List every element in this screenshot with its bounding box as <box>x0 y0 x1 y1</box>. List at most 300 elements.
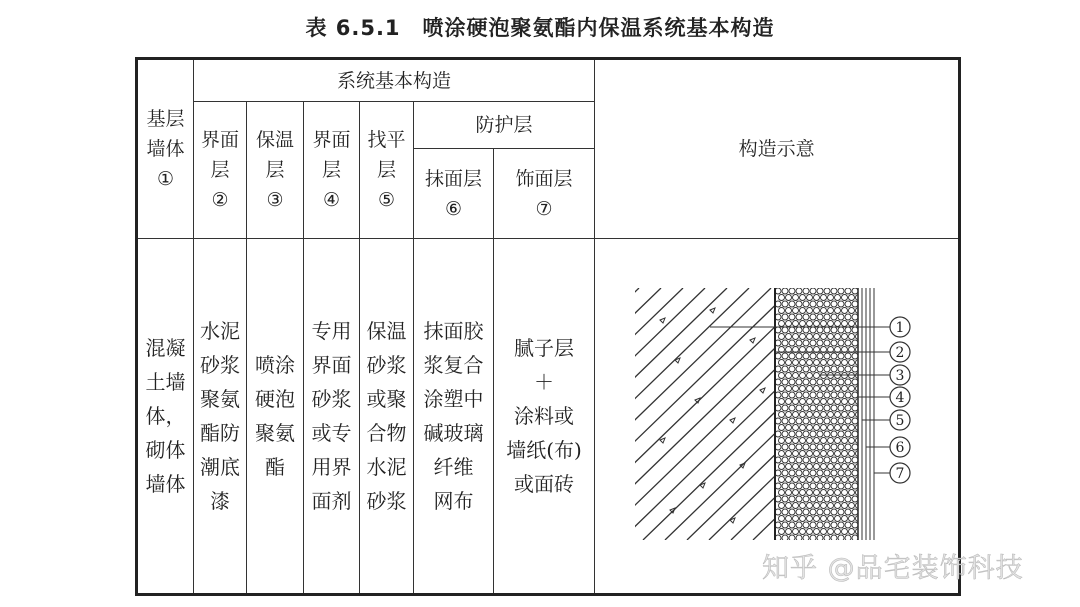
foam-cell <box>835 334 841 340</box>
foam-cell <box>817 301 823 307</box>
foam-cell <box>821 321 827 327</box>
cell-layer-2: 水泥 砂浆 聚氨 酯防 潮底 漆 <box>194 239 247 595</box>
callout-label: 7 <box>895 466 905 482</box>
foam-cell <box>845 405 851 411</box>
foam-cell <box>814 334 820 340</box>
foam-cell <box>793 503 799 509</box>
foam-cell <box>817 353 823 359</box>
foam-cell <box>845 327 851 333</box>
foam-cell <box>852 340 858 346</box>
foam-cell <box>852 314 858 320</box>
foam-cell <box>838 496 844 502</box>
foam-cell <box>803 366 809 372</box>
hatch-line <box>600 288 837 540</box>
foam-cell <box>796 366 802 372</box>
foam-cell <box>817 483 823 489</box>
foam-cell <box>786 490 792 496</box>
foam-cell <box>845 483 851 489</box>
foam-cell <box>845 366 851 372</box>
foam-cell <box>786 295 792 301</box>
aggregate-mark <box>695 398 700 403</box>
foam-cell <box>824 340 830 346</box>
foam-cell <box>817 522 823 528</box>
aggregate-mark <box>760 388 765 393</box>
foam-cell <box>803 483 809 489</box>
foam-cell <box>821 477 827 483</box>
foam-cell <box>810 470 816 476</box>
foam-cell <box>796 535 802 541</box>
callout-label: 3 <box>895 368 905 384</box>
foam-cell <box>835 438 841 444</box>
callout-label: 1 <box>895 320 905 336</box>
foam-cell <box>814 464 820 470</box>
foam-cell <box>817 496 823 502</box>
foam-cell <box>852 470 858 476</box>
foam-cell <box>852 496 858 502</box>
foam-cell <box>807 477 813 483</box>
foam-cell <box>831 379 837 385</box>
hatch-line <box>600 288 617 540</box>
foam-cell <box>838 535 844 541</box>
foam-cell <box>852 535 858 541</box>
foam-cell <box>810 314 816 320</box>
foam-cell <box>852 522 858 528</box>
foam-cell <box>807 373 813 379</box>
foam-cell <box>835 477 841 483</box>
foam-cell <box>786 308 792 314</box>
foam-cell <box>796 288 802 294</box>
foam-cell <box>814 425 820 431</box>
foam-cell <box>828 308 834 314</box>
foam-cell <box>814 412 820 418</box>
foam-cell <box>793 308 799 314</box>
foam-cell <box>786 425 792 431</box>
foam-cell <box>824 379 830 385</box>
foam-cell <box>828 321 834 327</box>
foam-cell <box>828 412 834 418</box>
foam-cell <box>814 321 820 327</box>
foam-cell <box>789 444 795 450</box>
foam-cell <box>821 425 827 431</box>
foam-cell <box>779 529 785 535</box>
foam-cell <box>835 399 841 405</box>
foam-cell <box>807 308 813 314</box>
foam-cell <box>793 464 799 470</box>
foam-cell <box>782 379 788 385</box>
foam-cell <box>810 509 816 515</box>
foam-cell <box>786 321 792 327</box>
foam-cell <box>782 444 788 450</box>
foam-cell <box>852 418 858 424</box>
foam-cell <box>842 295 848 301</box>
foam-cell <box>845 353 851 359</box>
foam-cell <box>821 295 827 301</box>
hatch-line <box>600 288 661 540</box>
foam-cell <box>814 360 820 366</box>
foam-cell <box>817 340 823 346</box>
foam-cell <box>810 535 816 541</box>
hatch-line <box>643 288 903 540</box>
foam-cell <box>807 334 813 340</box>
foam-cell <box>845 340 851 346</box>
foam-cell <box>814 477 820 483</box>
foam-cell <box>824 457 830 463</box>
aggregate-mark <box>710 308 715 313</box>
foam-cell <box>835 464 841 470</box>
foam-cell <box>786 399 792 405</box>
foam-cell <box>789 470 795 476</box>
foam-cell <box>852 431 858 437</box>
foam-cell <box>824 496 830 502</box>
foam-cell <box>838 444 844 450</box>
foam-cell <box>779 412 785 418</box>
foam-cell <box>793 438 799 444</box>
foam-cell <box>786 451 792 457</box>
foam-cell <box>852 483 858 489</box>
foam-cell <box>824 509 830 515</box>
foam-cell <box>810 301 816 307</box>
foam-cell <box>849 464 855 470</box>
foam-cell <box>838 405 844 411</box>
foam-cell <box>803 353 809 359</box>
foam-cell <box>786 412 792 418</box>
foam-cell <box>817 535 823 541</box>
foam-cell <box>800 360 806 366</box>
foam-cell <box>828 399 834 405</box>
foam-cell <box>824 314 830 320</box>
foam-cell <box>838 353 844 359</box>
foam-cell <box>831 288 837 294</box>
foam-cell <box>793 529 799 535</box>
foam-cell <box>807 295 813 301</box>
foam-cell <box>786 373 792 379</box>
foam-cell <box>810 379 816 385</box>
foam-cell <box>807 360 813 366</box>
foam-cell <box>789 496 795 502</box>
cell-layer-5: 保温 砂浆 或聚 合物 水泥 砂浆 <box>360 239 414 595</box>
foam-cell <box>796 496 802 502</box>
foam-cell <box>800 386 806 392</box>
foam-cell <box>817 457 823 463</box>
foam-cell <box>810 496 816 502</box>
foam-cell <box>789 535 795 541</box>
cell-layer-4: 专用 界面 砂浆 或专 用界 面剂 <box>304 239 360 595</box>
foam-cell <box>789 418 795 424</box>
header-layer-4: 界面 层 ④ <box>304 102 360 239</box>
foam-cell <box>807 516 813 522</box>
foam-cell <box>789 392 795 398</box>
concrete-hatch <box>600 288 930 540</box>
foam-cell <box>789 379 795 385</box>
foam-cell <box>779 321 785 327</box>
foam-cell <box>828 477 834 483</box>
foam-cell <box>821 308 827 314</box>
foam-cell <box>845 418 851 424</box>
foam-cell <box>845 509 851 515</box>
cell-base-wall: 混凝 土墙 体， 砌体 墙体 <box>137 239 194 595</box>
header-layer-7: 饰面层 ⑦ <box>494 149 595 239</box>
foam-cell <box>810 431 816 437</box>
header-protection-layer: 防护层 <box>414 102 595 149</box>
foam-cell <box>796 340 802 346</box>
foam-cell <box>814 399 820 405</box>
foam-cell <box>789 405 795 411</box>
foam-cell <box>800 373 806 379</box>
foam-cell <box>849 438 855 444</box>
foam-cell <box>800 321 806 327</box>
foam-cell <box>835 360 841 366</box>
foam-cell <box>831 327 837 333</box>
foam-cell <box>821 334 827 340</box>
construction-diagram <box>600 270 930 560</box>
header-base-wall: 基层 墙体 ① <box>137 59 194 239</box>
foam-cell <box>828 295 834 301</box>
foam-cell <box>807 321 813 327</box>
foam-cell <box>842 321 848 327</box>
foam-cell <box>779 386 785 392</box>
foam-cell <box>831 522 837 528</box>
foam-cell <box>842 360 848 366</box>
callout-label: 5 <box>895 413 905 429</box>
foam-cell <box>779 516 785 522</box>
foam-cell <box>842 334 848 340</box>
aggregate-mark <box>660 438 665 443</box>
foam-cell <box>796 418 802 424</box>
foam-cell <box>821 438 827 444</box>
hatch-line <box>600 288 705 540</box>
foam-cell <box>786 477 792 483</box>
foam-cell <box>842 529 848 535</box>
foam-cell <box>800 503 806 509</box>
foam-cell <box>807 425 813 431</box>
aggregate-mark <box>750 338 755 343</box>
foam-cell <box>838 379 844 385</box>
foam-cell <box>800 464 806 470</box>
foam-cell <box>814 451 820 457</box>
foam-cell <box>849 412 855 418</box>
foam-cell <box>796 522 802 528</box>
foam-cell <box>828 360 834 366</box>
foam-cell <box>786 516 792 522</box>
foam-cell <box>800 529 806 535</box>
header-diagram: 构造示意 <box>595 59 960 239</box>
foam-cell <box>845 288 851 294</box>
foam-cell <box>796 470 802 476</box>
foam-cell <box>824 405 830 411</box>
foam-cell <box>838 314 844 320</box>
foam-cell <box>838 327 844 333</box>
foam-cell <box>793 490 799 496</box>
foam-cell <box>779 477 785 483</box>
foam-cell <box>814 516 820 522</box>
foam-cell <box>838 470 844 476</box>
foam-cell <box>842 516 848 522</box>
foam-cell <box>838 509 844 515</box>
foam-cell <box>824 431 830 437</box>
foam-cell <box>782 535 788 541</box>
foam-cell <box>835 308 841 314</box>
foam-cell <box>849 477 855 483</box>
foam-cell <box>824 535 830 541</box>
foam-cell <box>803 301 809 307</box>
foam-cell <box>782 314 788 320</box>
foam-cell <box>835 295 841 301</box>
foam-cell <box>803 340 809 346</box>
foam-cell <box>779 295 785 301</box>
foam-cell <box>828 425 834 431</box>
foam-cell <box>803 418 809 424</box>
foam-cell <box>817 366 823 372</box>
foam-cell <box>845 535 851 541</box>
foam-cell <box>838 431 844 437</box>
foam-cell <box>845 314 851 320</box>
foam-cell <box>842 425 848 431</box>
foam-cell <box>789 457 795 463</box>
foam-cell <box>796 509 802 515</box>
foam-cell <box>849 308 855 314</box>
foam-cell <box>835 529 841 535</box>
foam-cell <box>779 373 785 379</box>
foam-cell <box>779 425 785 431</box>
foam-cell <box>810 288 816 294</box>
foam-cell <box>796 301 802 307</box>
foam-cell <box>810 483 816 489</box>
foam-cell <box>817 470 823 476</box>
foam-cell <box>838 301 844 307</box>
foam-cell <box>849 529 855 535</box>
foam-cell <box>782 431 788 437</box>
foam-cell <box>838 457 844 463</box>
foam-cell <box>807 464 813 470</box>
foam-cell <box>824 470 830 476</box>
foam-cell <box>796 405 802 411</box>
foam-cell <box>800 334 806 340</box>
foam-cell <box>793 425 799 431</box>
foam-cell <box>782 457 788 463</box>
foam-cell <box>852 366 858 372</box>
foam-cell <box>824 522 830 528</box>
foam-cell <box>803 314 809 320</box>
foam-cell <box>782 483 788 489</box>
foam-cell <box>842 503 848 509</box>
foam-cell <box>817 327 823 333</box>
foam-cell <box>831 470 837 476</box>
foam-cell <box>810 392 816 398</box>
foam-cell <box>852 288 858 294</box>
foam-cell <box>803 535 809 541</box>
foam-cell <box>835 516 841 522</box>
foam-cell <box>824 353 830 359</box>
foam-cell <box>796 314 802 320</box>
foam-cell <box>789 314 795 320</box>
foam-cell <box>824 301 830 307</box>
foam-cell <box>810 522 816 528</box>
foam-cell <box>824 418 830 424</box>
foam-cell <box>796 392 802 398</box>
foam-cell <box>793 334 799 340</box>
foam-cell <box>838 522 844 528</box>
foam-cell <box>793 516 799 522</box>
foam-cell <box>824 327 830 333</box>
foam-cell <box>793 399 799 405</box>
foam-cell <box>849 399 855 405</box>
foam-cell <box>849 490 855 496</box>
foam-cell <box>835 321 841 327</box>
foam-cell <box>831 353 837 359</box>
foam-cell <box>803 405 809 411</box>
foam-cell <box>824 366 830 372</box>
foam-cell <box>807 438 813 444</box>
foam-cell <box>786 529 792 535</box>
foam-cell <box>786 334 792 340</box>
foam-cell <box>810 340 816 346</box>
foam-cell <box>842 308 848 314</box>
cell-layer-7: 腻子层 ＋ 涂料或 墙纸(布) 或面砖 <box>494 239 595 595</box>
aggregate-mark <box>730 418 735 423</box>
foam-cell <box>779 464 785 470</box>
foam-cell <box>849 516 855 522</box>
foam-cell <box>796 444 802 450</box>
watermark: 知乎 @品宅装饰科技 <box>762 553 1024 584</box>
cell-layer-3: 喷涂 硬泡 聚氨 酯 <box>247 239 304 595</box>
cell-layer-6: 抹面胶 浆复合 涂塑中 碱玻璃 纤维 网布 <box>414 239 494 595</box>
foam-cell <box>800 308 806 314</box>
foam-cell <box>845 431 851 437</box>
foam-cell <box>845 457 851 463</box>
foam-cell <box>803 470 809 476</box>
foam-cell <box>796 457 802 463</box>
foam-cell <box>849 503 855 509</box>
foam-cell <box>803 392 809 398</box>
foam-cell <box>779 490 785 496</box>
foam-cell <box>807 386 813 392</box>
foam-cell <box>838 366 844 372</box>
foam-cell <box>817 392 823 398</box>
foam-cell <box>821 529 827 535</box>
foam-cell <box>803 379 809 385</box>
foam-cell <box>793 386 799 392</box>
foam-cell <box>852 405 858 411</box>
foam-cell <box>803 444 809 450</box>
foam-cell <box>831 535 837 541</box>
foam-cell <box>810 418 816 424</box>
foam-cell <box>835 425 841 431</box>
foam-cell <box>803 496 809 502</box>
foam-cell <box>779 503 785 509</box>
foam-cell <box>821 386 827 392</box>
foam-cell <box>831 509 837 515</box>
foam-cell <box>789 288 795 294</box>
foam-cell <box>800 516 806 522</box>
foam-cell <box>807 490 813 496</box>
foam-cell <box>800 295 806 301</box>
foam-cell <box>821 516 827 522</box>
foam-cell <box>821 490 827 496</box>
foam-cell <box>835 386 841 392</box>
foam-cell <box>800 412 806 418</box>
foam-cell <box>817 314 823 320</box>
foam-cell <box>793 451 799 457</box>
foam-cell <box>782 509 788 515</box>
foam-cell <box>828 490 834 496</box>
foam-cell <box>842 490 848 496</box>
foam-cell <box>831 301 837 307</box>
header-system-construction: 系统基本构造 <box>194 59 595 102</box>
foam-cell <box>852 353 858 359</box>
foam-cell <box>789 431 795 437</box>
foam-cell <box>835 451 841 457</box>
foam-cell <box>845 522 851 528</box>
